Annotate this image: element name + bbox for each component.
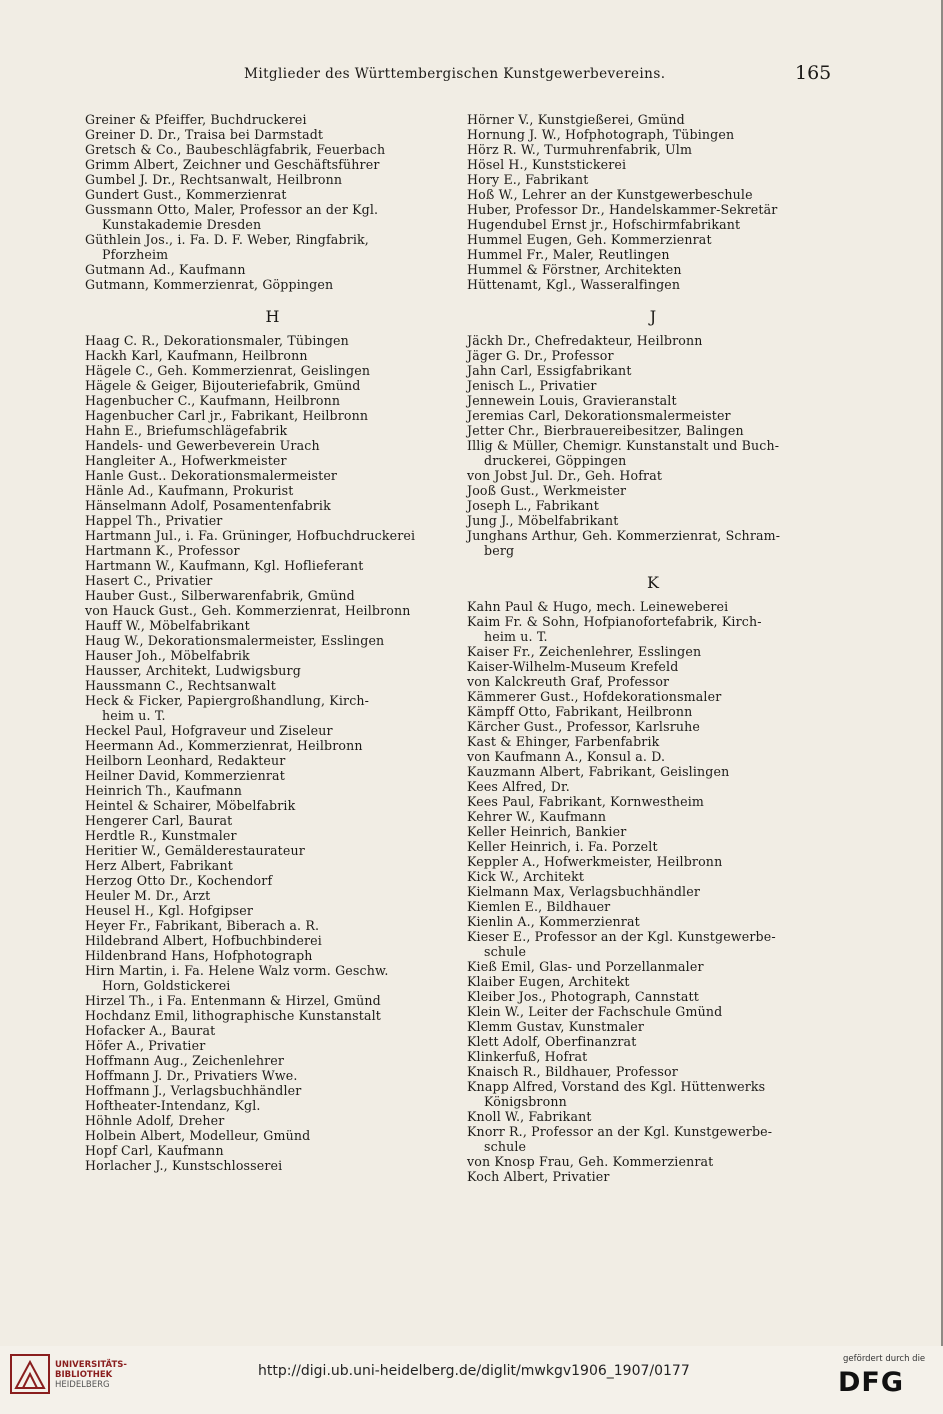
member-entry (467, 884, 839, 899)
member-entry-line: Kaim Fr. & Sohn, Hofpianofortefabrik, Kirch- (467, 614, 762, 629)
member-entry (467, 644, 839, 659)
left-column (85, 112, 460, 1173)
member-entry-line: Kehrer W., Kaufmann (467, 809, 607, 824)
member-entry-line: Grimm Albert, Zeichner und Geschäftsführer (85, 157, 380, 172)
member-entry-line: Hoftheater-Intendanz, Kgl. (85, 1098, 261, 1113)
member-entry (467, 1004, 839, 1019)
member-entry (85, 918, 460, 933)
member-entry (85, 1038, 460, 1053)
member-entry (85, 768, 460, 783)
member-entry-line: Jetter Chr., Bierbrauereibesitzer, Balingen (467, 423, 744, 438)
member-entry-line: Heinrich Th., Kaufmann (85, 783, 242, 798)
member-entry-continuation: berg (484, 543, 515, 558)
member-entry-line: von Jobst Jul. Dr., Geh. Hofrat (467, 468, 663, 483)
member-entry-line: Jäckh Dr., Chefredakteur, Heilbronn (467, 333, 703, 348)
member-entry-line: Haussmann C., Rechtsanwalt (85, 678, 276, 693)
member-entry (467, 423, 839, 438)
member-entry (467, 599, 839, 614)
member-entry-line: Hartmann Jul., i. Fa. Grüninger, Hofbuchdruckerei (85, 528, 416, 543)
member-entry (467, 899, 839, 914)
member-entry (467, 483, 839, 498)
member-entry (85, 498, 460, 513)
member-entry-line: Hildenbrand Hans, Hofphotograph (85, 948, 313, 963)
member-entry-line: Heuler M. Dr., Arzt (85, 888, 211, 903)
member-entry-line: Herz Albert, Fabrikant (85, 858, 233, 873)
member-entry (85, 843, 460, 858)
member-entry-line: Gussmann Otto, Maler, Professor an der Kgl. (85, 202, 379, 217)
member-entry (85, 633, 460, 648)
member-entry (85, 1158, 460, 1173)
member-entry (467, 794, 839, 809)
member-entry-line: Hauber Gust., Silberwarenfabrik, Gmünd (85, 588, 355, 603)
member-entry-line: Hänselmann Adolf, Posamentenfabrik (85, 498, 331, 513)
member-entry-line: Heritier W., Gemälderestaurateur (85, 843, 305, 858)
member-entry-line: Greiner D. Dr., Traisa bei Darmstadt (85, 127, 324, 142)
member-entry (467, 1124, 839, 1154)
member-entry-line: Herdtle R., Kunstmaler (85, 828, 237, 843)
member-entry (85, 573, 460, 588)
member-entry (85, 262, 460, 277)
member-entry-line: Knorr R., Professor an der Kgl. Kunstgewerbe- (467, 1124, 773, 1139)
member-entry (467, 1079, 839, 1109)
member-entry (467, 277, 839, 292)
member-entry (85, 1068, 460, 1083)
member-entry-line: Klein W., Leiter der Fachschule Gmünd (467, 1004, 723, 1019)
member-entry (467, 262, 839, 277)
member-entry-line: Jeremias Carl, Dekorationsmalermeister (467, 408, 731, 423)
member-entry (467, 854, 839, 869)
member-entry (467, 659, 839, 674)
member-entry-line: Güthlein Jos., i. Fa. D. F. Weber, Ringfabrik, (85, 232, 369, 247)
member-entry-line: Koch Albert, Privatier (467, 1169, 610, 1184)
member-entry-line: Jennewein Louis, Gravieranstalt (467, 393, 677, 408)
member-entry (85, 828, 460, 843)
member-entry (467, 393, 839, 408)
member-entry (85, 588, 460, 603)
member-entry-line: Hauser Joh., Möbelfabrik (85, 648, 250, 663)
member-entry-line: Kleiber Jos., Photograph, Cannstatt (467, 989, 699, 1004)
member-entry (85, 112, 460, 127)
member-entry (467, 974, 839, 989)
member-entry-line: Knaisch R., Bildhauer, Professor (467, 1064, 678, 1079)
member-entry-line: Heintel & Schairer, Möbelfabrik (85, 798, 296, 813)
member-entry (85, 483, 460, 498)
member-entry-line: Junghans Arthur, Geh. Kommerzienrat, Schram- (467, 528, 781, 543)
library-name: UNIVERSITÄTS- (55, 1360, 127, 1370)
member-entry (467, 498, 839, 513)
member-entry-line: Klinkerfuß, Hofrat (467, 1049, 588, 1064)
member-entry-line: Hoffmann Aug., Zeichenlehrer (85, 1053, 285, 1068)
member-entry-line: Klemm Gustav, Kunstmaler (467, 1019, 645, 1034)
member-entry-continuation: schule (484, 944, 527, 959)
member-entry (85, 873, 460, 888)
member-entry (467, 363, 839, 378)
member-entry-line: Hummel & Förstner, Architekten (467, 262, 682, 277)
member-entry (85, 232, 460, 262)
member-entry (85, 888, 460, 903)
member-entry (85, 903, 460, 918)
section-letter-h: H (265, 307, 280, 326)
member-entry-line: Hägele C., Geh. Kommerzienrat, Geislingen (85, 363, 371, 378)
page-number: 165 (795, 62, 832, 84)
member-entry-line: Hänle Ad., Kaufmann, Prokurist (85, 483, 294, 498)
member-entry-line: Heermann Ad., Kommerzienrat, Heilbronn (85, 738, 363, 753)
member-entry-line: Heckel Paul, Hofgraveur und Ziseleur (85, 723, 333, 738)
member-entry (467, 809, 839, 824)
member-entry-line: Hoß W., Lehrer an der Kunstgewerbeschule (467, 187, 753, 202)
member-entry-line: Hornung J. W., Hofphotograph, Tübingen (467, 127, 735, 142)
member-entry (467, 839, 839, 854)
member-entry (85, 858, 460, 873)
entries-k (467, 599, 839, 1184)
member-entry (467, 674, 839, 689)
member-entry (467, 172, 839, 187)
member-entry (85, 127, 460, 142)
member-entry-line: Hochdanz Emil, lithographische Kunstanstalt (85, 1008, 381, 1023)
member-entry-line: Happel Th., Privatier (85, 513, 223, 528)
member-entry-continuation: heim u. T. (484, 629, 548, 644)
member-entry (85, 393, 460, 408)
member-entry (467, 1169, 839, 1184)
member-entry-line: Knoll W., Fabrikant (467, 1109, 592, 1124)
permalink-url[interactable]: http://digi.ub.uni-heidelberg.de/diglit/mwkgv1906_1907/0177 (258, 1363, 690, 1379)
library-name-line2: BIBLIOTHEK (55, 1370, 113, 1380)
member-entry-line: Kahn Paul & Hugo, mech. Leineweberei (467, 599, 729, 614)
library-logo-text (55, 1360, 127, 1390)
member-entry-line: Hösel H., Kunststickerei (467, 157, 627, 172)
member-entry (467, 704, 839, 719)
right-column (467, 112, 839, 1184)
member-entry-line: Hörz R. W., Turmuhrenfabrik, Ulm (467, 142, 693, 157)
member-entry (85, 468, 460, 483)
member-entry (85, 738, 460, 753)
member-entry (467, 1109, 839, 1124)
member-entry (467, 142, 839, 157)
member-entry-line: Kick W., Architekt (467, 869, 585, 884)
member-entry (467, 513, 839, 528)
section-letter-k: K (647, 573, 659, 592)
member-entry (85, 202, 460, 232)
member-entry-line: Kärcher Gust., Professor, Karlsruhe (467, 719, 700, 734)
member-entry-line: Hoffmann J., Verlagsbuchhändler (85, 1083, 302, 1098)
member-entry-line: Hugendubel Ernst jr., Hofschirmfabrikant (467, 217, 741, 232)
member-entry-line: von Kalckreuth Graf, Professor (467, 674, 670, 689)
member-entry-line: Hasert C., Privatier (85, 573, 213, 588)
member-entry (467, 468, 839, 483)
member-entry-line: Gumbel J. Dr., Rechtsanwalt, Heilbronn (85, 172, 343, 187)
member-entry-line: Gundert Gust., Kommerzienrat (85, 187, 287, 202)
member-entry (85, 408, 460, 423)
member-entry-line: Kieß Emil, Glas- und Porzellanmaler (467, 959, 704, 974)
member-entry (85, 1128, 460, 1143)
member-entry (467, 127, 839, 142)
member-entry-line: Kees Paul, Fabrikant, Kornwestheim (467, 794, 704, 809)
member-entry-line: Joseph L., Fabrikant (467, 498, 599, 513)
member-entry (467, 929, 839, 959)
member-entry-line: Kauzmann Albert, Fabrikant, Geislingen (467, 764, 730, 779)
member-entry-line: Jahn Carl, Essigfabrikant (467, 363, 632, 378)
member-entry (85, 363, 460, 378)
member-entry (467, 734, 839, 749)
member-entry-continuation: druckerei, Göppingen (484, 453, 627, 468)
member-entry (85, 172, 460, 187)
member-entry (467, 157, 839, 172)
member-entry-line: Kast & Ehinger, Farbenfabrik (467, 734, 660, 749)
member-entry-line: Kielmann Max, Verlagsbuchhändler (467, 884, 701, 899)
member-entry-line: Hackh Karl, Kaufmann, Heilbronn (85, 348, 308, 363)
member-entry-line: Hangleiter A., Hofwerkmeister (85, 453, 287, 468)
member-entry-line: Jäger G. Dr., Professor (467, 348, 614, 363)
member-entry-line: Hirn Martin, i. Fa. Helene Walz vorm. Geschw. (85, 963, 389, 978)
member-entry-line: Huber, Professor Dr., Handelskammer-Sekretär (467, 202, 778, 217)
member-entry-line: Klett Adolf, Oberfinanzrat (467, 1034, 637, 1049)
member-entry (467, 689, 839, 704)
member-entry (467, 528, 839, 558)
member-entry (467, 1019, 839, 1034)
member-entry (85, 142, 460, 157)
member-entry (85, 423, 460, 438)
member-entry (467, 824, 839, 839)
member-entry-line: Klaiber Eugen, Architekt (467, 974, 630, 989)
member-entry (85, 1023, 460, 1038)
member-entry-line: Hauff W., Möbelfabrikant (85, 618, 250, 633)
member-entry (85, 693, 460, 723)
member-entry-line: Hahn E., Briefumschlägefabrik (85, 423, 288, 438)
member-entry-line: Hummel Eugen, Geh. Kommerzienrat (467, 232, 712, 247)
member-entry (85, 993, 460, 1008)
entries-h (85, 333, 460, 1173)
funded-by-label: gefördert durch die (843, 1354, 926, 1364)
member-entry (85, 333, 460, 348)
member-entry (467, 989, 839, 1004)
member-entry (85, 963, 460, 993)
member-entry-line: Heck & Ficker, Papiergroßhandlung, Kirch- (85, 693, 370, 708)
entries-g (85, 112, 460, 292)
digitization-footer (0, 1346, 943, 1414)
member-entry-line: Kieser E., Professor an der Kgl. Kunstgewerbe- (467, 929, 776, 944)
member-entry-continuation: heim u. T. (102, 708, 166, 723)
member-entry (85, 513, 460, 528)
member-entry (85, 543, 460, 558)
member-entry-line: Greiner & Pfeiffer, Buchdruckerei (85, 112, 307, 127)
member-entry-line: Handels- und Gewerbeverein Urach (85, 438, 320, 453)
member-entry-line: Kees Alfred, Dr. (467, 779, 570, 794)
member-entry-line: Haug W., Dekorationsmalermeister, Esslingen (85, 633, 385, 648)
member-entry-line: Hoffmann J. Dr., Privatiers Wwe. (85, 1068, 298, 1083)
member-entry-line: Herzog Otto Dr., Kochendorf (85, 873, 273, 888)
member-entry (467, 232, 839, 247)
member-entry (467, 1034, 839, 1049)
member-entry-line: Hartmann W., Kaufmann, Kgl. Hoflieferant (85, 558, 364, 573)
member-entry-line: Hirzel Th., i Fa. Entenmann & Hirzel, Gmünd (85, 993, 381, 1008)
member-entry (467, 217, 839, 232)
member-entry-line: Heyer Fr., Fabrikant, Biberach a. R. (85, 918, 320, 933)
member-entry-line: Gutmann, Kommerzienrat, Göppingen (85, 277, 334, 292)
member-entry-line: Keppler A., Hofwerkmeister, Heilbronn (467, 854, 723, 869)
member-entry (85, 187, 460, 202)
member-entry-line: Horlacher J., Kunstschlosserei (85, 1158, 283, 1173)
member-entry-line: Illig & Müller, Chemigr. Kunstanstalt und Buch- (467, 438, 780, 453)
dfg-logo: DFG (838, 1367, 905, 1398)
member-entry-line: Hanle Gust.. Dekorationsmalermeister (85, 468, 338, 483)
member-entry-line: Heusel H., Kgl. Hofgipser (85, 903, 254, 918)
member-entry (85, 1083, 460, 1098)
member-entry-line: Kiemlen E., Bildhauer (467, 899, 611, 914)
member-entry (467, 1154, 839, 1169)
member-entry (467, 378, 839, 393)
member-entry-line: Haag C. R., Dekorationsmaler, Tübingen (85, 333, 349, 348)
member-entry (467, 959, 839, 974)
member-entry-continuation: schule (484, 1139, 527, 1154)
member-entry-line: Kaiser Fr., Zeichenlehrer, Esslingen (467, 644, 702, 659)
member-entry (467, 749, 839, 764)
member-entry-line: Hildebrand Albert, Hofbuchbinderei (85, 933, 322, 948)
member-entry-line: Knapp Alfred, Vorstand des Kgl. Hüttenwerks (467, 1079, 766, 1094)
member-entry (467, 614, 839, 644)
member-entry-line: von Knosp Frau, Geh. Kommerzienrat (467, 1154, 714, 1169)
member-entry (85, 618, 460, 633)
member-entry (85, 783, 460, 798)
member-entry (467, 247, 839, 262)
member-entry (85, 663, 460, 678)
member-entry (85, 753, 460, 768)
member-entry (85, 378, 460, 393)
member-entry (85, 528, 460, 543)
member-entry-line: Hory E., Fabrikant (467, 172, 589, 187)
running-header: Mitglieder des Württembergischen Kunstgewerbevereins. (244, 66, 666, 82)
member-entry (467, 408, 839, 423)
member-entry (467, 869, 839, 884)
member-entry-line: Jooß Gust., Werkmeister (467, 483, 627, 498)
section-letter-j: J (649, 307, 657, 326)
member-entry (467, 1064, 839, 1079)
member-entry (85, 948, 460, 963)
member-entry-line: Heilner David, Kommerzienrat (85, 768, 285, 783)
member-entry-line: Hopf Carl, Kaufmann (85, 1143, 224, 1158)
member-entry (85, 1053, 460, 1068)
member-entry-line: von Kaufmann A., Konsul a. D. (467, 749, 666, 764)
member-entry-line: Höhnle Adolf, Dreher (85, 1113, 225, 1128)
member-entry (467, 914, 839, 929)
member-entry-line: Hüttenamt, Kgl., Wasseralfingen (467, 277, 681, 292)
member-entry-line: Hörner V., Kunstgießerei, Gmünd (467, 112, 685, 127)
member-entry (85, 1113, 460, 1128)
member-entry-line: Holbein Albert, Modelleur, Gmünd (85, 1128, 311, 1143)
member-entry (467, 348, 839, 363)
member-entry-line: Hagenbucher C., Kaufmann, Heilbronn (85, 393, 341, 408)
member-entry (85, 678, 460, 693)
member-entry (85, 798, 460, 813)
member-entry-line: von Hauck Gust., Geh. Kommerzienrat, Heilbronn (85, 603, 411, 618)
member-entry-continuation: Pforzheim (102, 247, 169, 262)
member-entry-line: Hausser, Architekt, Ludwigsburg (85, 663, 301, 678)
member-entry (85, 1098, 460, 1113)
member-entry-continuation: Kunstakademie Dresden (102, 217, 262, 232)
member-entry-line: Keller Heinrich, Bankier (467, 824, 627, 839)
member-entry-line: Kämpff Otto, Fabrikant, Heilbronn (467, 704, 693, 719)
member-entry-line: Hengerer Carl, Baurat (85, 813, 233, 828)
member-entry-line: Heilborn Leonhard, Redakteur (85, 753, 286, 768)
member-entry (467, 764, 839, 779)
member-entry (85, 813, 460, 828)
member-entry (85, 438, 460, 453)
member-entry (467, 438, 839, 468)
library-city: HEIDELBERG (55, 1380, 110, 1390)
member-entry (85, 453, 460, 468)
member-entry-line: Hummel Fr., Maler, Reutlingen (467, 247, 670, 262)
member-entry (85, 1008, 460, 1023)
member-entry-continuation: Horn, Goldstickerei (102, 978, 231, 993)
member-entry-line: Gutmann Ad., Kaufmann (85, 262, 246, 277)
member-entry (467, 112, 839, 127)
university-seal-icon (10, 1354, 50, 1394)
member-entry (467, 187, 839, 202)
member-entry-line: Keller Heinrich, i. Fa. Porzelt (467, 839, 658, 854)
member-entry (85, 933, 460, 948)
member-entry-line: Hagenbucher Carl jr., Fabrikant, Heilbronn (85, 408, 369, 423)
member-entry-line: Kaiser-Wilhelm-Museum Krefeld (467, 659, 679, 674)
member-entry-continuation: Königsbronn (484, 1094, 567, 1109)
member-entry (467, 1049, 839, 1064)
member-entry (85, 348, 460, 363)
member-entry (85, 1143, 460, 1158)
member-entry-line: Gretsch & Co., Baubeschlägfabrik, Feuerbach (85, 142, 386, 157)
member-entry (467, 202, 839, 217)
member-entry (467, 719, 839, 734)
member-entry (85, 723, 460, 738)
member-entry (85, 277, 460, 292)
member-entry-line: Jenisch L., Privatier (467, 378, 597, 393)
member-entry-line: Jung J., Möbelfabrikant (467, 513, 619, 528)
member-entry-line: Hägele & Geiger, Bijouteriefabrik, Gmünd (85, 378, 361, 393)
member-entry-line: Hofacker A., Baurat (85, 1023, 216, 1038)
member-entry (85, 648, 460, 663)
member-entry (85, 157, 460, 172)
member-entry-line: Höfer A., Privatier (85, 1038, 206, 1053)
entries-j (467, 333, 839, 558)
member-entry (85, 603, 460, 618)
member-entry-line: Kienlin A., Kommerzienrat (467, 914, 640, 929)
entries-h-continued (467, 112, 839, 292)
member-entry (85, 558, 460, 573)
member-entry (467, 333, 839, 348)
member-entry-line: Hartmann K., Professor (85, 543, 240, 558)
member-entry-line: Kämmerer Gust., Hofdekorationsmaler (467, 689, 722, 704)
member-entry (467, 779, 839, 794)
